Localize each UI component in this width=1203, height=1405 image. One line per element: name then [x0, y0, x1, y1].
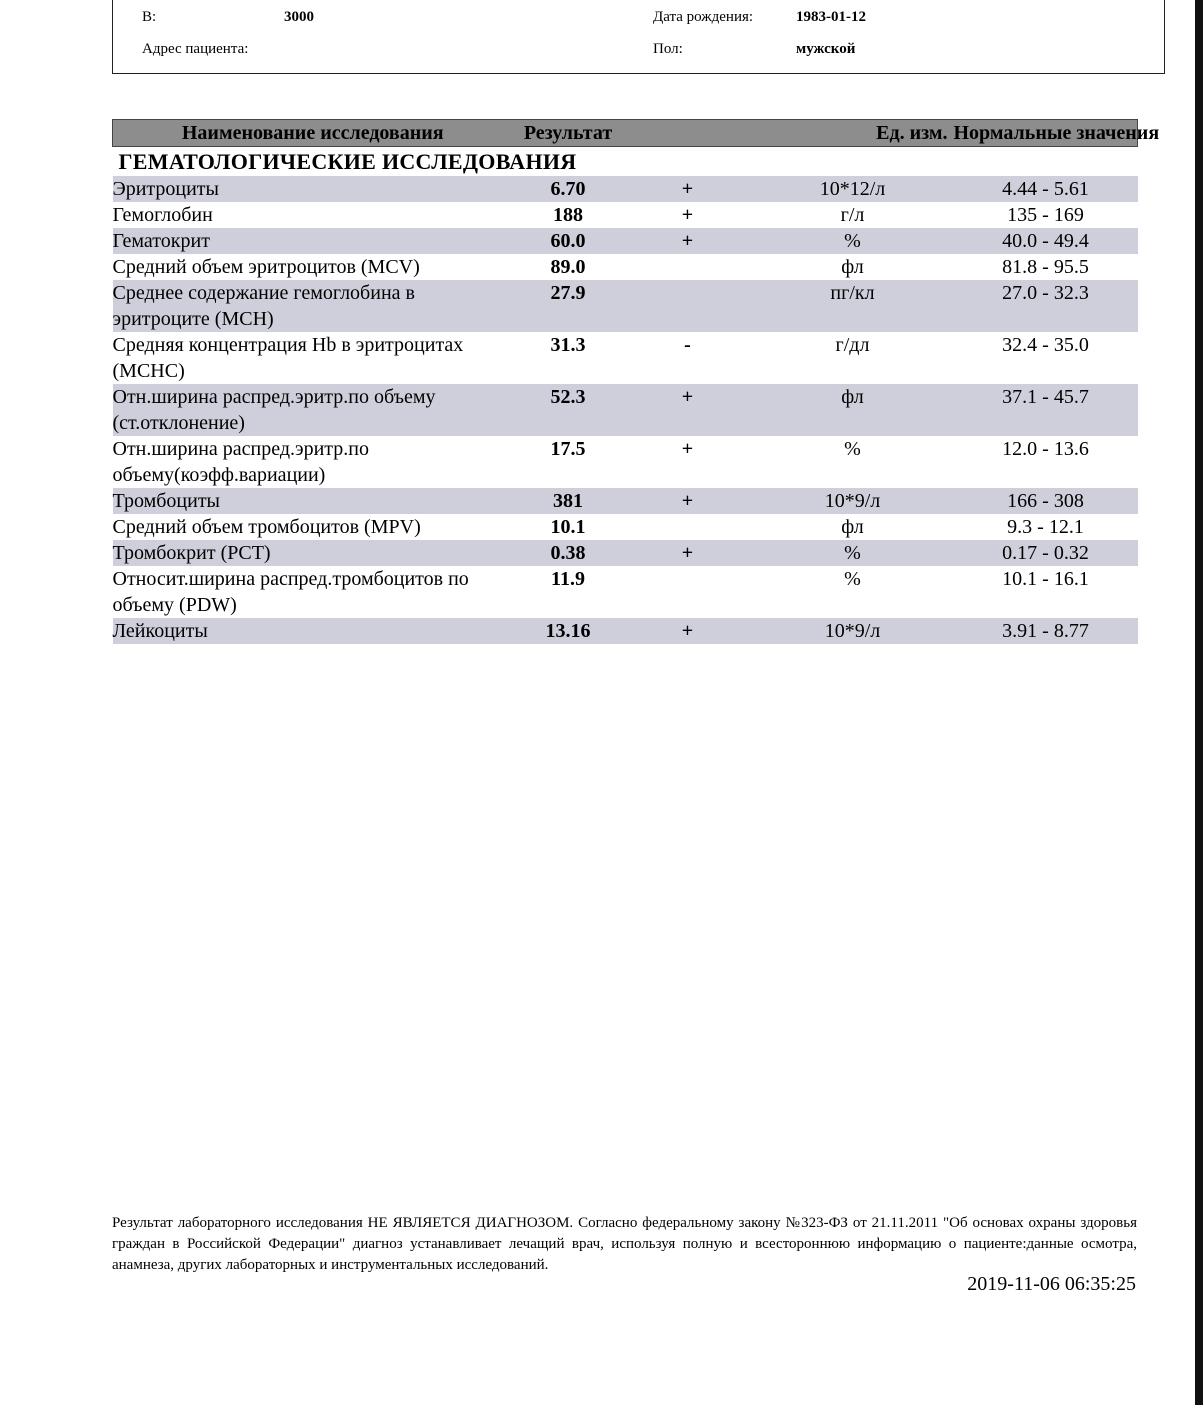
test-name: Тромбокрит (PCT) [113, 540, 513, 566]
test-name: Относит.ширина распред.тромбоцитов по объему (PDW) [112, 568, 469, 616]
header-flag [624, 120, 752, 147]
result-value: 31.3 [550, 334, 586, 356]
result-value: 11.9 [551, 568, 585, 590]
patient-info-box [112, 0, 1165, 74]
page-edge [1195, 0, 1203, 1405]
unit: фл [841, 516, 864, 538]
result-flag: + [624, 384, 752, 436]
test-name: Гемоглобин [112, 204, 213, 226]
report-timestamp: 2019-11-06 06:35:25 [967, 1273, 1136, 1295]
test-name: Лейкоциты [113, 618, 513, 644]
normal-range: 10.1 - 16.1 [1002, 568, 1089, 590]
unit: 10*12/л [752, 176, 954, 202]
result-value: 0.38 [513, 540, 624, 566]
test-name: Отн.ширина распред.эритр.по объему (ст.отклонение) [113, 384, 513, 436]
result-value: 13.16 [513, 618, 624, 644]
unit: пг/кл [752, 280, 954, 332]
normal-range: 4.44 - 5.61 [954, 176, 1138, 202]
unit: % [844, 438, 861, 460]
table-row [113, 540, 1138, 566]
unit: г/л [840, 204, 865, 226]
result-flag: + [624, 540, 752, 566]
unit: % [752, 540, 954, 566]
table-row [113, 514, 1138, 540]
result-value: 27.9 [513, 280, 624, 332]
result-value: 381 [513, 488, 624, 514]
unit: % [752, 228, 954, 254]
result-flag: + [681, 204, 694, 226]
result-value: 10.1 [550, 516, 586, 538]
table-row [113, 254, 1138, 280]
normal-range: 0.17 - 0.32 [954, 540, 1138, 566]
result-flag: + [624, 488, 752, 514]
test-name: Средняя концентрация Hb в эритроцитах (MCHC) [112, 334, 464, 382]
normal-range: 81.8 - 95.5 [1002, 256, 1089, 278]
result-flag [624, 280, 752, 332]
result-value: 6.70 [513, 176, 624, 202]
result-flag: + [681, 438, 694, 460]
result-value: 17.5 [550, 438, 586, 460]
table-row [113, 332, 1138, 384]
table-row [113, 228, 1138, 254]
sex-value: мужской [796, 41, 856, 57]
normal-range: 166 - 308 [954, 488, 1138, 514]
normal-range: 12.0 - 13.6 [1002, 438, 1089, 460]
normal-range: 3.91 - 8.77 [954, 618, 1138, 644]
result-flag: + [624, 618, 752, 644]
table-row [113, 202, 1138, 228]
result-flag: + [624, 228, 752, 254]
result-flag: - [684, 334, 691, 356]
sex-label: Пол: [653, 41, 683, 57]
result-flag [624, 254, 752, 280]
unit: фл [752, 384, 954, 436]
table-header-row [113, 120, 1138, 147]
header-unit: Ед. изм. [752, 120, 954, 147]
result-flag [624, 514, 752, 540]
unit: г/дл [835, 334, 870, 356]
header-name: Наименование исследования [113, 120, 513, 147]
unit: фл [841, 256, 864, 278]
dob-label: Дата рождения: [653, 9, 754, 25]
section-row [113, 147, 1138, 177]
age-value: 3000 [284, 9, 314, 25]
result-flag [624, 566, 752, 618]
unit: 10*9/л [752, 488, 954, 514]
table-row [113, 618, 1138, 644]
header-result: Результат [513, 120, 624, 147]
test-name: Среднее содержание гемоглобина в эритроците (MCH) [113, 280, 513, 332]
header-norm: Нормальные значения [954, 120, 1138, 147]
result-value: 188 [553, 204, 583, 226]
results-table [112, 119, 1160, 644]
test-name: Эритроциты [113, 176, 513, 202]
dob-value: 1983-01-12 [796, 9, 866, 25]
unit: % [844, 568, 861, 590]
section-title: ГЕМАТОЛОГИЧЕСКИЕ ИССЛЕДОВАНИЯ [118, 149, 577, 174]
normal-range: 37.1 - 45.7 [954, 384, 1138, 436]
table-row [113, 566, 1138, 618]
normal-range: 135 - 169 [1007, 204, 1084, 226]
result-value: 60.0 [513, 228, 624, 254]
table-row [113, 176, 1138, 202]
test-name: Гематокрит [113, 228, 513, 254]
table-row [113, 436, 1138, 488]
result-value: 89.0 [550, 256, 586, 278]
table-row [113, 384, 1138, 436]
test-name: Средний объем тромбоцитов (MPV) [112, 516, 421, 538]
result-flag: + [624, 176, 752, 202]
test-name: Отн.ширина распред.эритр.по объему(коэфф.вариации) [112, 438, 369, 486]
address-label: Адрес пациента: [142, 41, 249, 57]
test-name: Средний объем эритроцитов (MCV) [112, 256, 420, 278]
table-row [113, 488, 1138, 514]
age-label: В: [142, 9, 157, 25]
table-row [113, 280, 1138, 332]
unit: 10*9/л [752, 618, 954, 644]
normal-range: 27.0 - 32.3 [954, 280, 1138, 332]
normal-range: 40.0 - 49.4 [954, 228, 1138, 254]
result-value: 52.3 [513, 384, 624, 436]
normal-range: 32.4 - 35.0 [1002, 334, 1089, 356]
disclaimer-text: Результат лабораторного исследования НЕ ЯВЛЯЕТСЯ ДИАГНОЗОМ. Согласно федеральному закону №323-ФЗ от 21.11.2011 "Об основах охраны здоровья граждан в Российской Федерации" диагноз устанавливает лечащий врач, используя полную и всестороннюю информацию о пациенте:данные осмотра, анамнеза, других лабораторных и инструментальных исследований. [112, 1215, 1137, 1273]
normal-range: 9.3 - 12.1 [1007, 516, 1084, 538]
test-name: Тромбоциты [113, 488, 513, 514]
